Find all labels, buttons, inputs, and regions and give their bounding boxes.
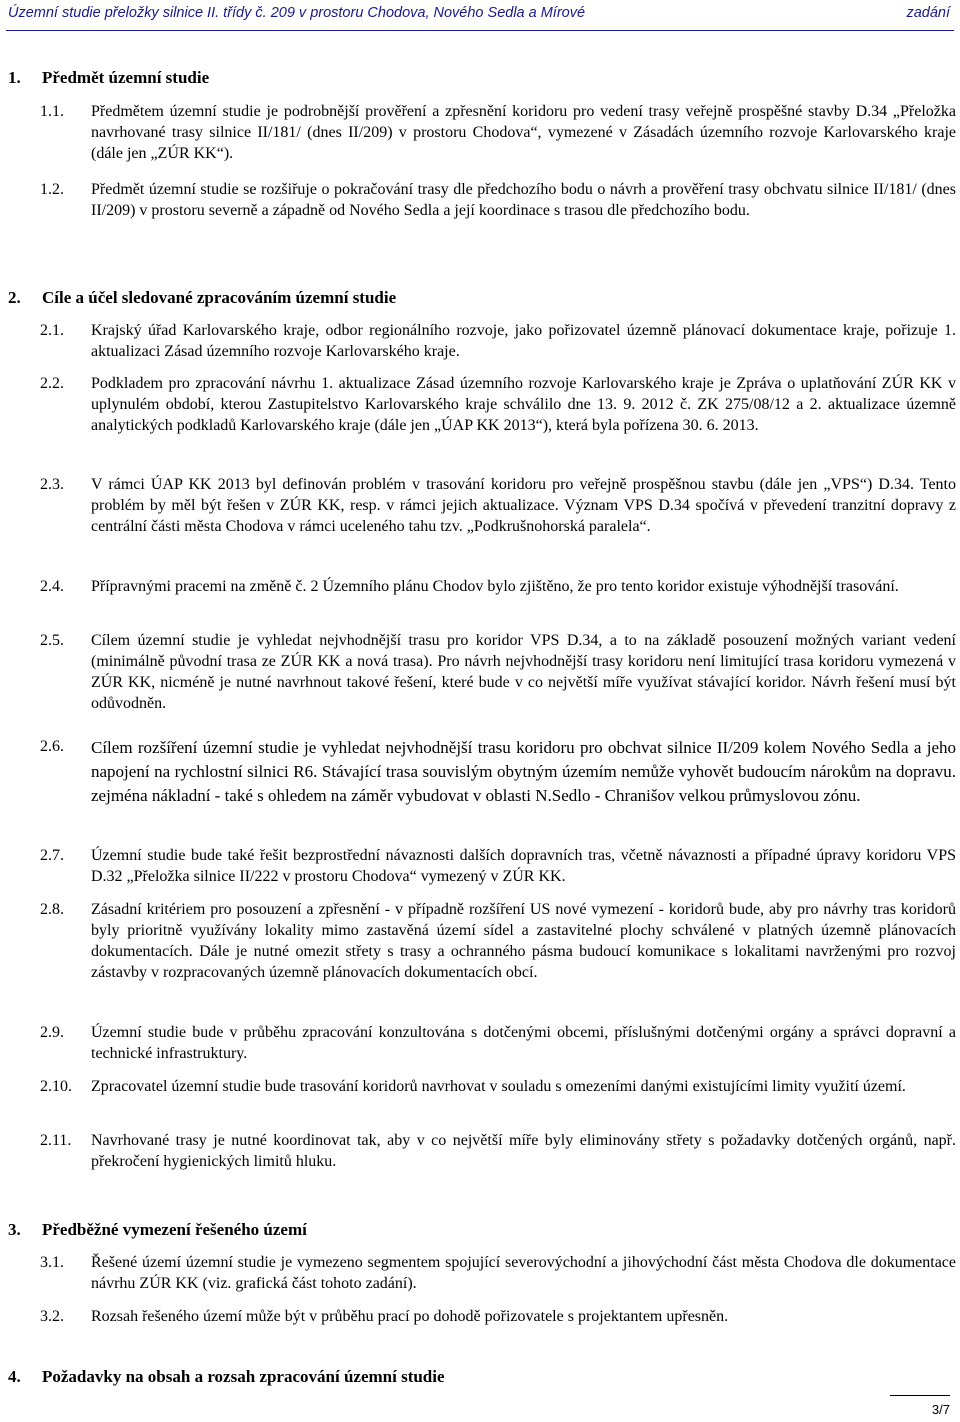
paragraph-text: Územní studie bude také řešit bezprostřední návaznosti dalších dopravních tras, včetně návaznosti a případné úpravy koridoru VPS D.32 „Přeložka silnice II/222 v prostoru Chodova“ vymezený v ZÚR KK. [91, 847, 956, 885]
section-heading-2 [8, 288, 396, 308]
paragraph-2-4 [40, 576, 956, 597]
paragraph-number: 2.8. [40, 901, 64, 918]
paragraph-3-1 [40, 1252, 956, 1294]
paragraph-number: 2.3. [40, 476, 64, 493]
paragraph-2-10 [40, 1076, 956, 1097]
section-title: Předmět územní studie [42, 68, 210, 87]
paragraph-text: Krajský úřad Karlovarského kraje, odbor regionálního rozvoje, jako pořizovatel územně plánovací dokumentace kraje, pořizuje 1. aktualizaci Zásad územního rozvoje Karlovarského kraje. [91, 322, 956, 360]
paragraph-number: 2.7. [40, 847, 64, 864]
paragraph-number: 2.11. [40, 1132, 72, 1149]
paragraph-2-2 [40, 373, 956, 436]
paragraph-2-3 [40, 474, 956, 537]
paragraph-2-11 [40, 1130, 956, 1172]
paragraph-3-2 [40, 1306, 956, 1327]
page-footer [890, 1395, 950, 1422]
section-heading-3 [8, 1220, 307, 1240]
section-title: Předběžné vymezení řešeného území [42, 1220, 307, 1239]
paragraph-number: 3.1. [40, 1254, 64, 1271]
paragraph-text: Rozsah řešeného území může být v průběhu prací po dohodě pořizovatele s projektantem upřesněn. [91, 1308, 729, 1325]
paragraph-text: Předmětem územní studie je podrobnější prověření a zpřesnění koridoru pro vedení trasy veřejně prospěšné stavby D.34 „Přeložka navrhované trasy silnice II/181/ (dnes II/209) v prostoru Chodova“, vymezené v Zásadách územního rozvoje Karlovarského kraje (dále jen „ZÚR KK“). [91, 103, 956, 162]
paragraph-number: 2.2. [40, 375, 64, 392]
section-number: 2. [8, 288, 21, 307]
header-title: Územní studie přeložky silnice II. třídy č. 209 v prostoru Chodova, Nového Sedla a Mírové [8, 5, 586, 21]
paragraph-1-2 [40, 179, 956, 221]
paragraph-2-7 [40, 845, 956, 887]
paragraph-number: 1.1. [40, 103, 64, 120]
section-number: 1. [8, 68, 21, 87]
paragraph-number: 2.9. [40, 1024, 64, 1041]
paragraph-text: Zásadní kritériem pro posouzení a zpřesnění - v případně rozšíření US nové vymezení - koridorů bude, aby pro návrhy tras koridorů byly prioritně využívány lokality mimo zastavěná území sídel a zastavitelné plochy schválené v platných územně plánovacích dokumentacích. Dále je nutné omezit střety s trasy a ochranného pásma budoucí komunikace s lokalitami navrženými pro rozvoj zástavby v rozpracovaných územně plánovacích dokumentacích obcí. [91, 901, 956, 981]
paragraph-2-8 [40, 899, 956, 983]
paragraph-text: Předmět územní studie se rozšiřuje o pokračování trasy dle předchozího bodu o návrh a prověření trasy obchvatu silnice II/181/ (dnes II/209) v prostoru severně a západně od Nového Sedla a její koordinace s trasou dle předchozího bodu. [91, 181, 956, 219]
section-number: 4. [8, 1367, 21, 1386]
paragraph-number: 2.10. [40, 1078, 72, 1095]
paragraph-text: Cílem rozšíření územní studie je vyhledat nejvhodnější trasu koridoru pro obchvat silnice II/209 kolem Nového Sedla a jeho napojení na rychlostní silnici R6. Stávající trasa souvislým obytným územím nemůže vyhovět budoucím nárokům na dopravu. zejména nákladní - také s ohledem na záměr vybudovat v oblasti N.Sedlo - Chranišov velkou průmyslovou zónu. [91, 738, 956, 805]
page-header [6, 0, 954, 31]
section-title: Požadavky na obsah a rozsah zpracování územní studie [42, 1367, 445, 1386]
section-number: 3. [8, 1220, 21, 1239]
paragraph-number: 2.4. [40, 578, 64, 595]
paragraph-number: 1.2. [40, 181, 64, 198]
paragraph-number: 2.5. [40, 632, 64, 649]
page-number: 3/7 [931, 1402, 950, 1417]
paragraph-number: 2.1. [40, 322, 64, 339]
paragraph-2-5 [40, 630, 956, 714]
paragraph-text: Přípravnými pracemi na změně č. 2 Územního plánu Chodov bylo zjištěno, že pro tento koridor existuje výhodnější trasování. [91, 578, 899, 595]
section-heading-4 [8, 1367, 445, 1387]
paragraph-text: Cílem územní studie je vyhledat nejvhodnější trasu pro koridor VPS D.34, a to na základě posouzení možných variant vedení (minimálně původní trasa ze ZÚR KK a nová trasa). Pro návrh nejvhodnější trasy koridoru není limitující trasa koridoru vymezená v ZÚR KK, nicméně je nutné navrhnout takové řešení, které bude v co největší míře využívat stávající koridor. Návrh řešení musí být odůvodněn. [91, 632, 956, 712]
section-heading-1 [8, 68, 209, 88]
paragraph-text: Zpracovatel územní studie bude trasování koridorů navrhovat v souladu s omezeními danými existujícími limity využití území. [91, 1078, 906, 1095]
paragraph-number: 2.6. [40, 738, 64, 755]
paragraph-text: Navrhované trasy je nutné koordinovat tak, aby v co největší míře byly eliminovány střety s požadavky dotčených orgánů, např. překročení hygienických limitů hluku. [91, 1132, 956, 1170]
paragraph-1-1 [40, 101, 956, 164]
paragraph-2-1 [40, 320, 956, 362]
section-title: Cíle a účel sledované zpracováním územní studie [42, 288, 397, 307]
paragraph-2-6 [40, 736, 956, 808]
header-doc-type: zadání [906, 5, 950, 21]
paragraph-text: Územní studie bude v průběhu zpracování konzultována s dotčenými obcemi, příslušnými dotčenými orgány a správci dopravní a technické infrastruktury. [91, 1024, 956, 1062]
paragraph-text: V rámci ÚAP KK 2013 byl definován problém v trasování koridoru pro veřejně prospěšnou stavbu (dále jen „VPS“) D.34. Tento problém by měl být řešen v ZÚR KK, resp. v rámci jejich aktualizace. Význam VPS D.34 spočívá v převedení tranzitní dopravy z centrální části města Chodova v rámci uceleného tahu tzv. „Podkrušnohorská paralela“. [91, 476, 956, 535]
paragraph-text: Řešené území územní studie je vymezeno segmentem spojující severovýchodní a jihovýchodní část města Chodova dle dokumentace návrhu ZÚR KK (viz. grafická část tohoto zadání). [91, 1254, 956, 1292]
paragraph-number: 3.2. [40, 1308, 64, 1325]
paragraph-2-9 [40, 1022, 956, 1064]
paragraph-text: Podkladem pro zpracování návrhu 1. aktualizace Zásad územního rozvoje Karlovarského kraje je Zpráva o uplatňování ZÚR KK v uplynulém období, kterou Zastupitelstvo Karlovarského kraje schválilo dne 13. 9. 2012 č. ZK 275/08/12 a 2. aktualizace územně analytických podkladů Karlovarského kraje (dále jen „ÚAP KK 2013“), která byla pořízena 30. 6. 2013. [91, 375, 956, 434]
